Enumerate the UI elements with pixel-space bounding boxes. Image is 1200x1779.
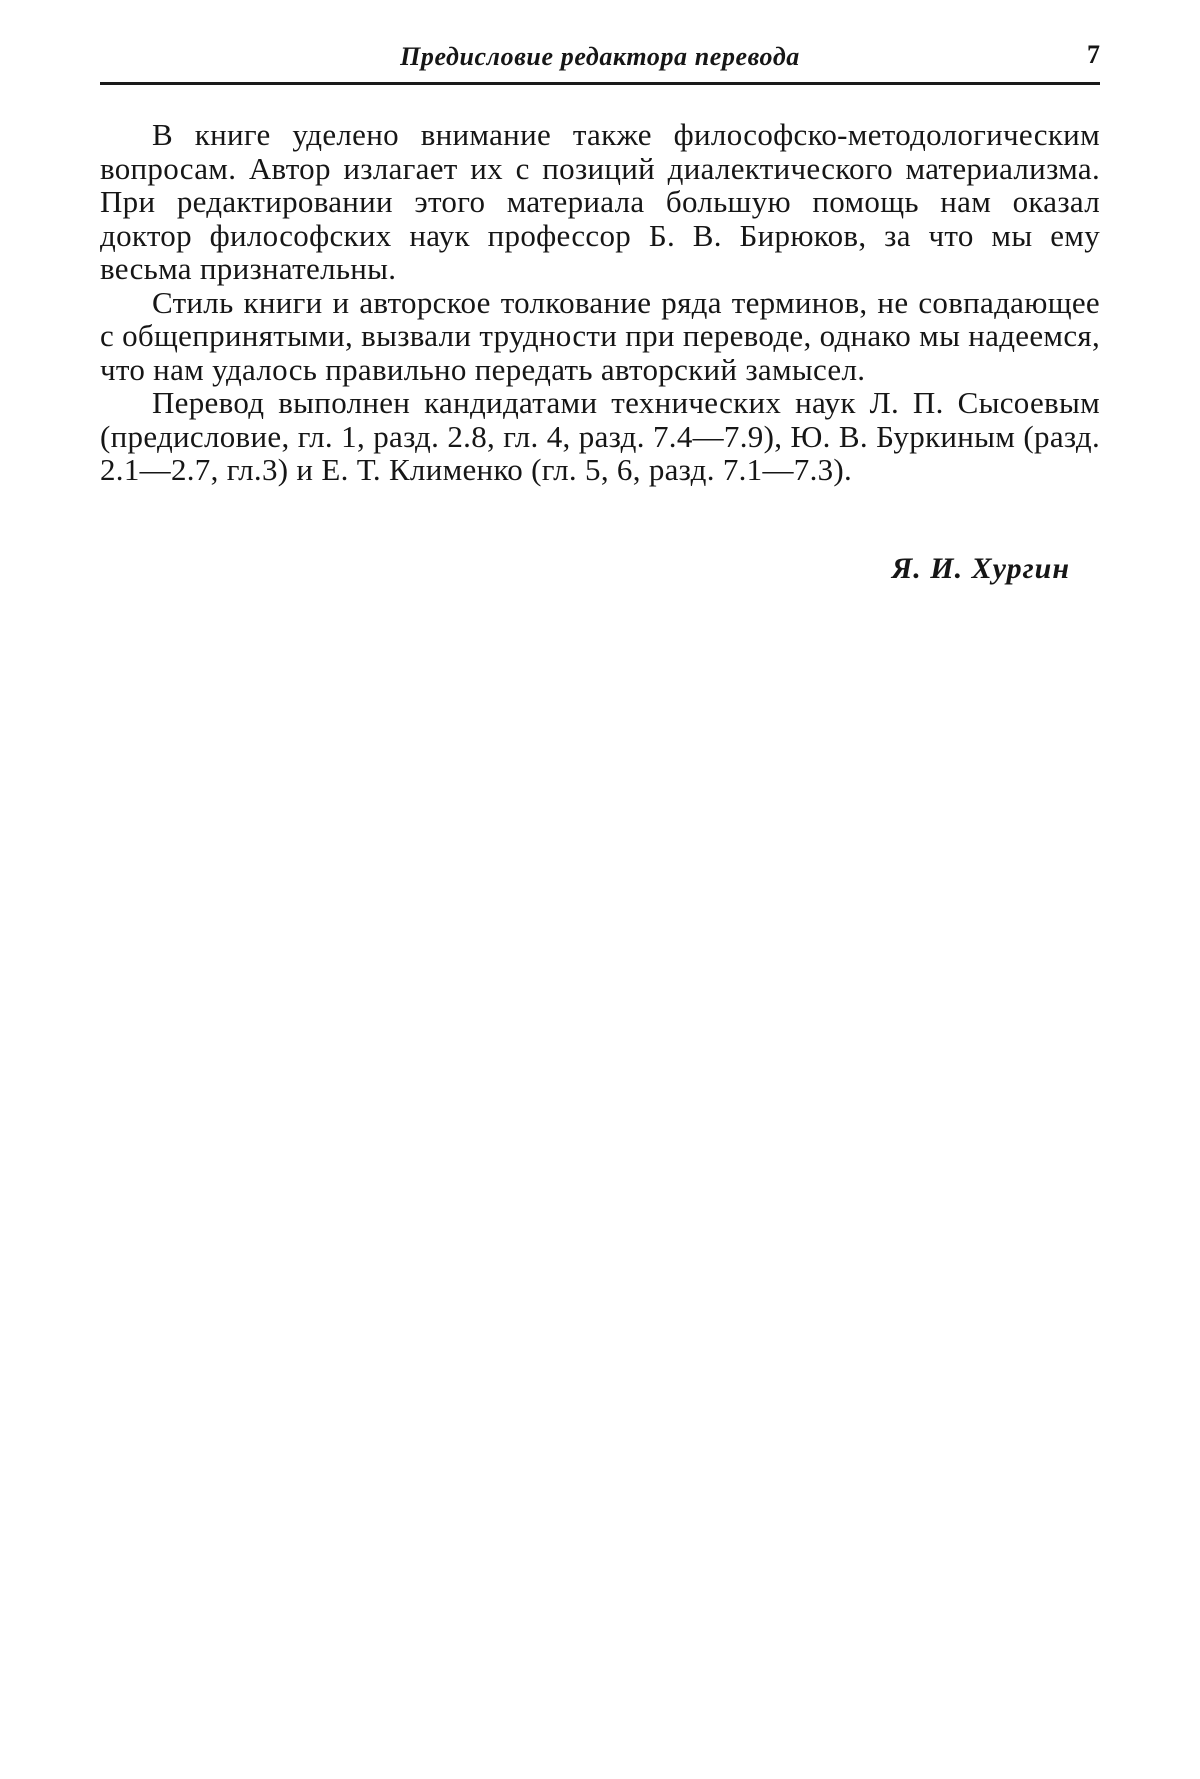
running-head: [100, 36, 1100, 80]
paragraph-philosophy: В книге уделено внимание также философско-методологическим вопросам. Автор излагает их с позиций диалектического материализма. При редактировании этого материала большую помощь нам оказал доктор философских наук профессор Б. В. Бирюков, за что мы ему весьма признательны.: [100, 117, 1100, 286]
paragraph-translators: Перевод выполнен кандидатами технических наук Л. П. Сысоевым (предисловие, гл. 1, разд. 2.8, гл. 4, разд. 7.4—7.9), Ю. В. Буркиным (разд. 2.1—2.7, гл.3) и Е. Т. Клименко (гл. 5, 6, разд. 7.1—7.3).: [100, 385, 1100, 487]
paragraph-style: Стиль книги и авторское толкование ряда терминов, не совпадающее с общепринятыми, вызвали трудности при переводе, однако мы надеемся, что нам удалось правильно передать авторский замысел.: [100, 284, 1100, 387]
editor-signature: Я. И. Хургин: [891, 552, 1070, 585]
header-rule: [100, 82, 1100, 85]
running-title: Предисловие редактора перевода: [400, 42, 800, 71]
body-text: [100, 118, 1100, 487]
page-number: 7: [1087, 40, 1100, 69]
